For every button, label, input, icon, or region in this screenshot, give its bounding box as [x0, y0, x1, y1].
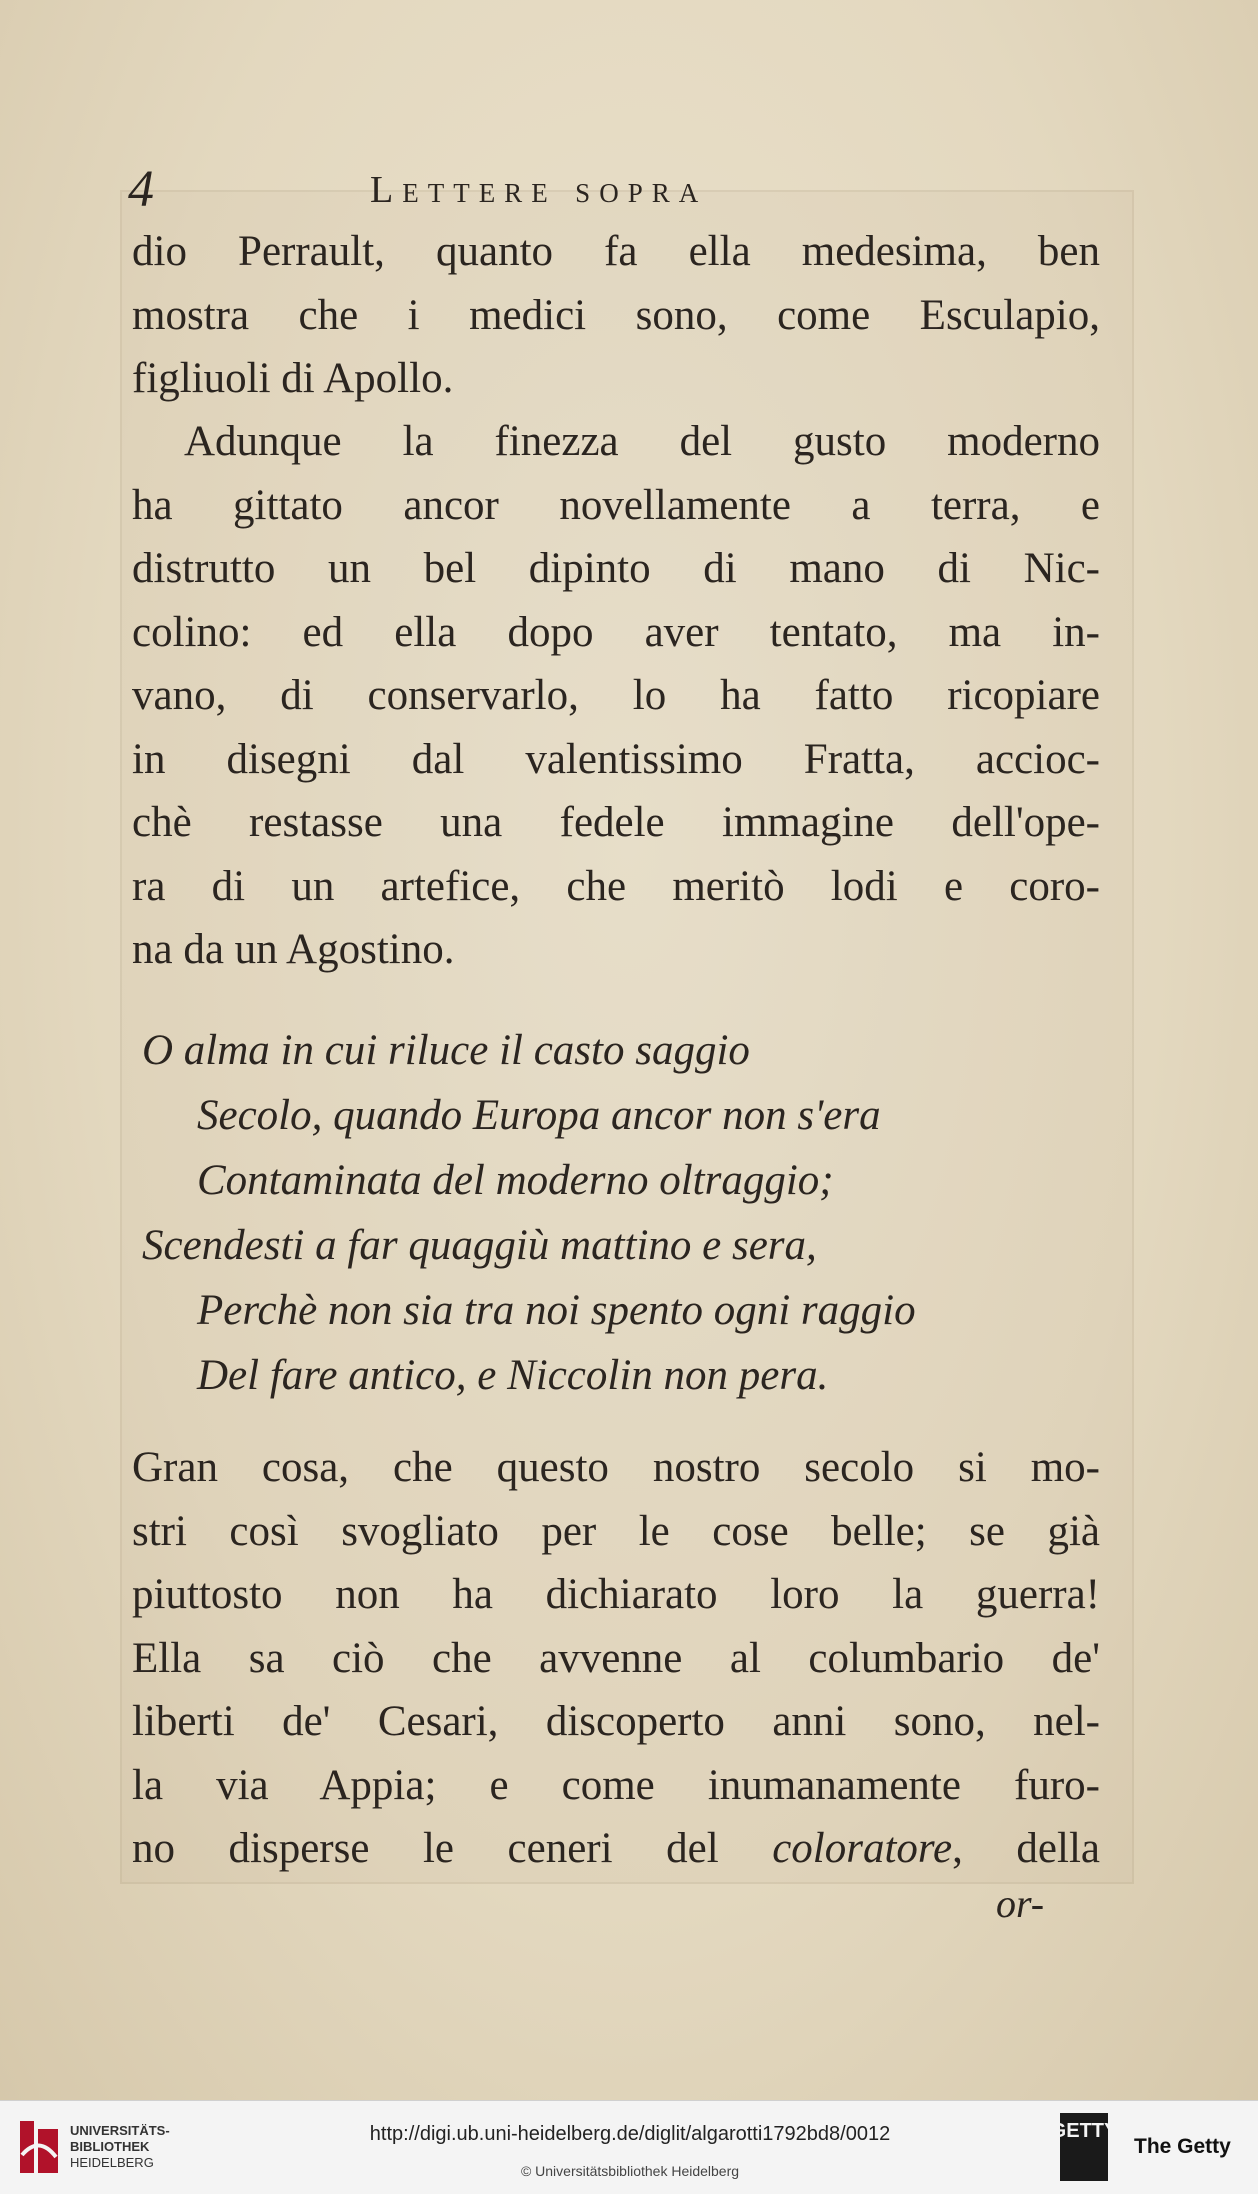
- getty-mark-text: GETTY: [1050, 2120, 1118, 2142]
- paragraph-3: [132, 1436, 1100, 1881]
- text-line: la via Appia; e come inumanamente furo-: [132, 1761, 1100, 1809]
- text-line: na da un Agostino.: [132, 926, 455, 973]
- verse-line: Contaminata del moderno oltraggio;: [197, 1157, 834, 1204]
- text-line: Ella sa ciò che avvenne al columbario de': [132, 1634, 1100, 1682]
- copyright-notice: © Universitätsbibliothek Heidelberg: [520, 2163, 740, 2179]
- verse-line: Scendesti a far quaggiù mattino e sera,: [142, 1222, 817, 1269]
- text-line: chè restasse una fedele immagine dell'ope-: [132, 799, 1100, 846]
- text-line: ha gittato ancor novellamente a terra, e: [132, 481, 1100, 529]
- catchword: or-: [996, 1881, 1045, 1926]
- verse-line: Secolo, quando Europa ancor non s'era: [197, 1092, 881, 1139]
- text-line: liberti de' Cesari, discoperto anni sono, nel-: [132, 1698, 1100, 1745]
- partner-name: The Getty: [1134, 2135, 1231, 2158]
- library-name-line: BIBLIOTHEK: [70, 2139, 150, 2154]
- page-header: [0, 160, 1258, 220]
- text-line: ra di un artefice, che meritò lodi e coro-: [132, 862, 1100, 910]
- verse-line: O alma in cui riluce il casto saggio: [142, 1027, 750, 1074]
- text-line: colino: ed ella dopo aver tentato, ma in-: [132, 608, 1100, 656]
- getty-logo-icon: [1050, 2111, 1118, 2183]
- text-line: distrutto un bel dipinto di mano di Nic-: [132, 545, 1100, 592]
- verse-line: Del fare antico, e Niccolin non pera.: [197, 1352, 829, 1399]
- running-head: Lettere sopra: [370, 169, 708, 211]
- library-name: [70, 2123, 170, 2171]
- text-line: mostra che i medici sono, come Esculapio,: [132, 291, 1100, 339]
- verse-line: Perchè non sia tra noi spento ogni raggio: [197, 1287, 916, 1334]
- text-line-mixed: [132, 1817, 1100, 1881]
- verse-stanza: [142, 1018, 1112, 1408]
- text-line: vano, di conservarlo, lo ha fatto ricopiare: [132, 672, 1100, 719]
- paragraph-2: [132, 410, 1100, 982]
- permalink-url[interactable]: http://digi.ub.uni-heidelberg.de/diglit/algarotti1792bd8/0012: [369, 2123, 891, 2145]
- library-name-line: HEIDELBERG: [70, 2155, 154, 2170]
- text-line: stri così svogliato per le cose belle; se già: [132, 1507, 1100, 1555]
- italic-word: coloratore: [772, 1825, 953, 1872]
- library-logo-icon: [14, 2115, 64, 2179]
- text-segment: no disperse le ceneri del: [132, 1825, 719, 1872]
- text-line: figliuoli di Apollo.: [132, 355, 454, 402]
- text-line: Gran cosa, che questo nostro secolo si mo-: [132, 1444, 1100, 1491]
- text-line: in disegni dal valentissimo Fratta, accioc-: [132, 735, 1100, 783]
- paragraph-1: [132, 220, 1100, 411]
- viewer-footer: [0, 2100, 1258, 2194]
- page-number: 4: [128, 161, 154, 218]
- text-line: dio Perrault, quanto fa ella medesima, ben: [132, 228, 1100, 275]
- library-name-line: UNIVERSITÄTS-: [70, 2123, 170, 2138]
- text-line: Adunque la finezza del gusto moderno: [184, 418, 1100, 465]
- text-line: piuttosto non ha dichiarato loro la guerra!: [132, 1571, 1100, 1618]
- text-segment: , della: [952, 1825, 1100, 1872]
